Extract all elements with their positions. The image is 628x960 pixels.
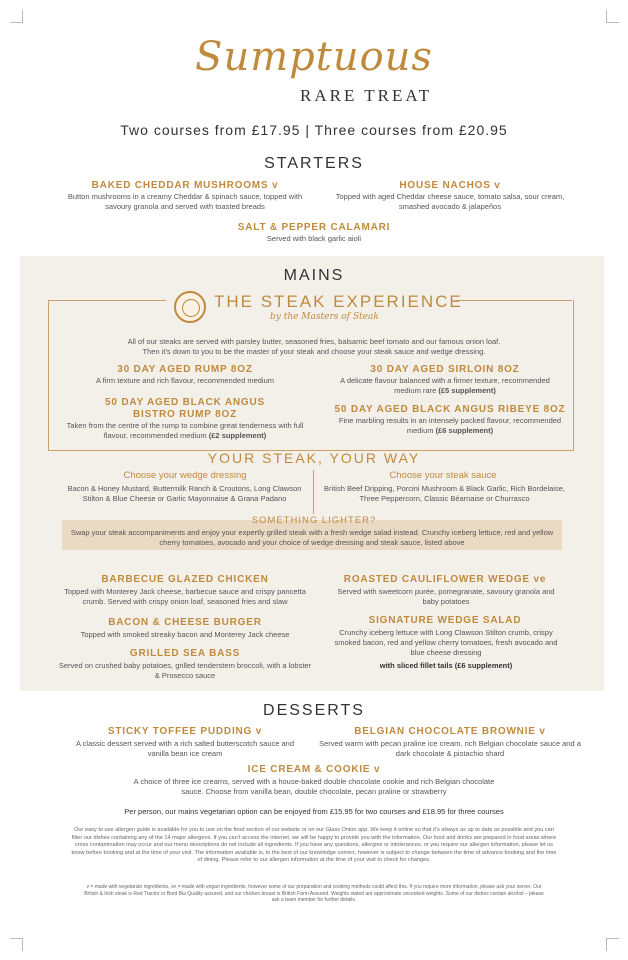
brand-subtitle: RARE TREAT bbox=[300, 86, 433, 105]
wedge-desc: Bacon & Honey Mustard, Buttermilk Ranch & Croutons, Long Clawson Stilton & Blue Cheese or Garlic Mayonnaise & Grana Padano bbox=[67, 484, 302, 503]
steak-experience-subtitle: by the Masters of Steak bbox=[270, 312, 379, 322]
dessert-name: STICKY TOFFEE PUDDING v bbox=[107, 726, 263, 737]
divider bbox=[313, 470, 314, 514]
starter-desc: Topped with aged Cheddar cheese sauce, tomato salsa, sour cream, smashed avocado & jalapeños bbox=[335, 192, 565, 211]
vegetarian-note: Per person, our mains vegetarian option can be enjoyed from £15.95 for two courses and £18.95 for three courses bbox=[124, 807, 504, 816]
wedge-title: Choose your wedge dressing bbox=[123, 470, 247, 481]
steak-intro: Then it's down to you to be the master of your steak and choose your steak sauce and wedge dressing. bbox=[142, 347, 486, 356]
steak-name: 50 DAY AGED BLACK ANGUS RIBEYE 8OZ bbox=[334, 404, 566, 415]
crop-mark bbox=[10, 10, 23, 23]
steak-name: 30 DAY AGED SIRLOIN 8OZ bbox=[370, 364, 520, 375]
something-lighter-title: SOMETHING LIGHTER? bbox=[251, 515, 377, 526]
dessert-name: ICE CREAM & COOKIE v bbox=[247, 764, 381, 775]
starters-heading: STARTERS bbox=[264, 155, 364, 172]
steak-name: BISTRO RUMP 8OZ bbox=[132, 409, 238, 420]
steak-name: 30 DAY AGED RUMP 8OZ bbox=[117, 364, 253, 375]
main-desc: Crunchy iceberg lettuce with Long Clawson Stilton crumb, crispy smoked bacon, red and yellow cherry tomatoes, fresh avocado and blue cheese dressing bbox=[334, 628, 558, 657]
dessert-desc: Served warm with pecan praline ice cream, rich Belgian chocolate sauce and a dark chocolate & pistachio shard bbox=[319, 739, 581, 758]
steak-desc: A firm texture and rich flavour, recommended medium bbox=[96, 376, 274, 385]
steak-intro: All of our steaks are served with parsley butter, seasoned fries, balsamic beef tomato and our famous onion loaf. bbox=[127, 337, 501, 346]
crop-mark bbox=[606, 10, 619, 23]
main-name: GRILLED SEA BASS bbox=[129, 648, 241, 659]
allergen-info: Our easy to use allergen guide is available for you to use on the food section of our website or on our Glass Onion app. We keep it online so that it's always as up to date as possible and you can filter our dishes containing any of the 14 major allergens. If you can't access the internet, we will be happy to provide you with the information. Our food and drinks are prepared in food areas where cross contamination may occur and our menu descriptions do not include all ingredients. If you have any questions, allergies or intolerances, or you require our allergen information, please let us know before booking and at the time of your visit. The information available is, to the best of our knowledge correct, however is subject to change between the time of advance booking and the time of dining. Please refer to our allergen information at the time of your visit to check for changes. bbox=[71, 827, 557, 863]
crop-mark bbox=[10, 938, 23, 951]
dessert-desc: A classic dessert served with a rich salted butterscotch sauce and vanilla bean ice cream bbox=[75, 739, 295, 758]
frame-line bbox=[455, 300, 572, 301]
brand-logo: Sumptuous bbox=[195, 34, 433, 80]
main-desc: Served with sweetcorn purée, pomegranate, savoury granola and baby potatoes bbox=[337, 587, 555, 606]
main-name: BARBECUE GLAZED CHICKEN bbox=[101, 574, 269, 585]
dessert-name: BELGIAN CHOCOLATE BROWNIE v bbox=[354, 726, 546, 737]
starter-desc: Button mushrooms in a creamy Cheddar & spinach sauce, topped with savoury granola and served with toasted breads bbox=[67, 192, 303, 211]
mains-heading: MAINS bbox=[283, 267, 345, 284]
your-steak-your-way-heading: YOUR STEAK, YOUR WAY bbox=[207, 450, 421, 466]
starter-name: BAKED CHEDDAR MUSHROOMS v bbox=[91, 180, 279, 191]
main-desc: Topped with smoked streaky bacon and Monterey Jack cheese bbox=[80, 630, 290, 639]
main-desc: Served on crushed baby potatoes, grilled tenderstem broccoli, with a lobster & Prosecco sauce bbox=[58, 661, 312, 680]
starter-name: SALT & PEPPER CALAMARI bbox=[237, 222, 391, 233]
dessert-desc: A choice of three ice creams, served with a house-baked double chocolate cookie and rich Belgian chocolate sauce. Choose from vanilla bean, double chocolate, pecan praline or strawberry bbox=[133, 777, 495, 796]
sauce-title: Choose your steak sauce bbox=[389, 470, 497, 481]
steak-desc: A delicate flavour balanced with a firmer texture, recommended medium rare (£5 supplement) bbox=[340, 376, 550, 395]
main-desc: Topped with Monterey Jack cheese, barbecue sauce and crispy pancetta crumb. Served with crispy onion loaf, seasoned fries and slaw bbox=[64, 587, 306, 606]
main-name: SIGNATURE WEDGE SALAD bbox=[368, 615, 522, 626]
dietary-legend: v = made with vegetarian ingredients, ve = made with vegan ingredients, however some of our preparation and cooking methods could affect this. If you require more information, please ask your server. Our British & Irish steak is Red Tractor or Bord Bia Quality assured, and our chicken breast is British Farm Assured. Weights stated are approximate uncooked weights. Some of our dishes contain alcohol – please ask a team member for further details. bbox=[84, 884, 544, 903]
price-line: Two courses from £17.95 | Three courses from £20.95 bbox=[120, 122, 508, 138]
steak-experience-title: THE STEAK EXPERIENCE bbox=[214, 292, 463, 311]
starter-name: HOUSE NACHOS v bbox=[399, 180, 501, 191]
main-name: BACON & CHEESE BURGER bbox=[108, 617, 262, 628]
steak-name: 50 DAY AGED BLACK ANGUS bbox=[105, 397, 265, 408]
steak-desc: Fine marbling results in an intensely packed flavour, recommended medium (£6 supplement) bbox=[338, 416, 562, 435]
steak-desc: Taken from the centre of the rump to combine great tenderness with full flavour, recommended medium (£2 supplement) bbox=[66, 421, 304, 440]
something-lighter-desc: Swap your steak accompaniments and enjoy your expertly grilled steak with a fresh wedge salad instead. Crunchy iceberg lettuce, red and yellow cherry tomatoes, avocado and your choice of wedge dressing and steak sauce, listed above bbox=[70, 528, 554, 547]
main-extra: with sliced fillet tails (£6 supplement) bbox=[379, 661, 513, 670]
desserts-heading: DESSERTS bbox=[263, 702, 365, 719]
sauce-desc: British Beef Dripping, Porcini Mushroom & Black Garlic, Rich Bordelaise, Three Peppercorn, Classic Béarnaise or Churrasco bbox=[324, 484, 565, 503]
crop-mark bbox=[606, 938, 619, 951]
starter-desc: Served with black garlic aioli bbox=[266, 234, 362, 243]
main-name: ROASTED CAULIFLOWER WEDGE ve bbox=[343, 574, 547, 585]
steak-seal-icon bbox=[174, 291, 206, 323]
frame-line bbox=[48, 300, 166, 301]
